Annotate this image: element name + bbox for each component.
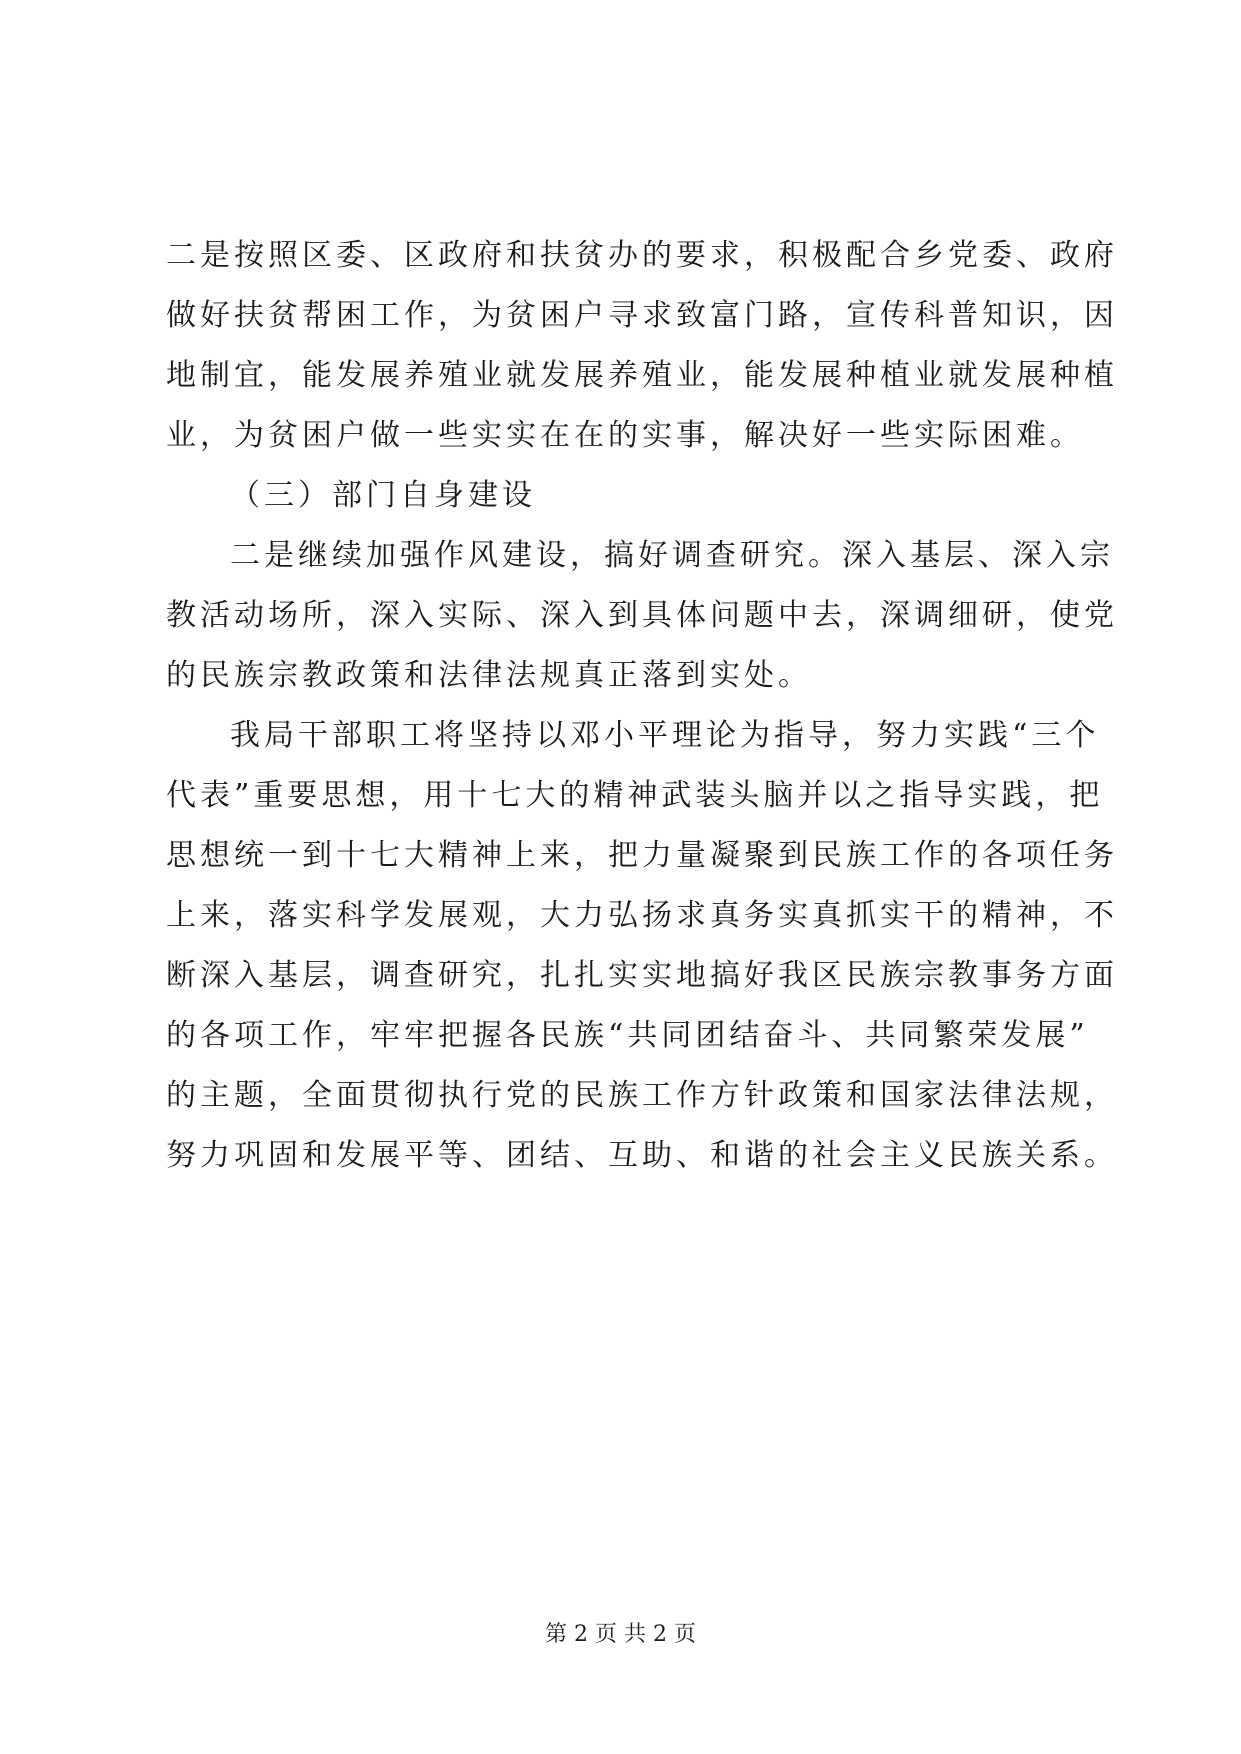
text-line: 代表”重要思想，用十七大的精神武装头脑并以之指导实践，把 [166,778,1104,813]
text-line: 二是继续加强作风建设，搞好调查研究。深入基层、深入宗 [230,538,1114,573]
section-heading-text: （三）部门自身建设 [230,478,536,513]
text-line: 的民族宗教政策和法律法规真正落到实处。 [166,658,812,693]
text-line: 努力巩固和发展平等、团结、互助、和谐的社会主义民族关系。 [166,1138,1118,1173]
text-line: 做好扶贫帮困工作，为贫困户寻求致富门路，宣传科普知识，因 [166,298,1118,333]
text-line: 的主题，全面贯彻执行党的民族工作方针政策和国家法律法规， [166,1078,1118,1113]
paragraph-poverty-alleviation [166,226,1118,466]
page-number-footer: 第 2 页 共 2 页 [545,1622,696,1647]
text-line: 断深入基层，调查研究，扎扎实实地搞好我区民族宗教事务方面 [166,958,1118,993]
text-line: 上来，落实科学发展观，大力弘扬求真务实真抓实干的精神，不 [166,898,1118,933]
text-line: 地制宜，能发展养殖业就发展养殖业，能发展种植业就发展种植 [166,358,1118,393]
text-line: 思想统一到十七大精神上来，把力量凝聚到民族工作的各项任务 [166,838,1118,873]
text-line: 业，为贫困户做一些实实在在的实事，解决好一些实际困难。 [166,418,1084,453]
text-line: 我局干部职工将坚持以邓小平理论为指导，努力实践“三个 [230,718,1100,753]
text-line: 教活动场所，深入实际、深入到具体问题中去，深调细研，使党 [166,598,1118,633]
text-line: 二是按照区委、区政府和扶贫办的要求，积极配合乡党委、政府 [166,238,1118,273]
paragraph-conclusion [166,706,1118,1186]
document-body [166,226,1118,1186]
paragraph-work-style [166,526,1118,706]
section-heading [166,466,1096,526]
text-line: 的各项工作，牢牢把握各民族“共同团结奋斗、共同繁荣发展” [166,1018,1089,1053]
